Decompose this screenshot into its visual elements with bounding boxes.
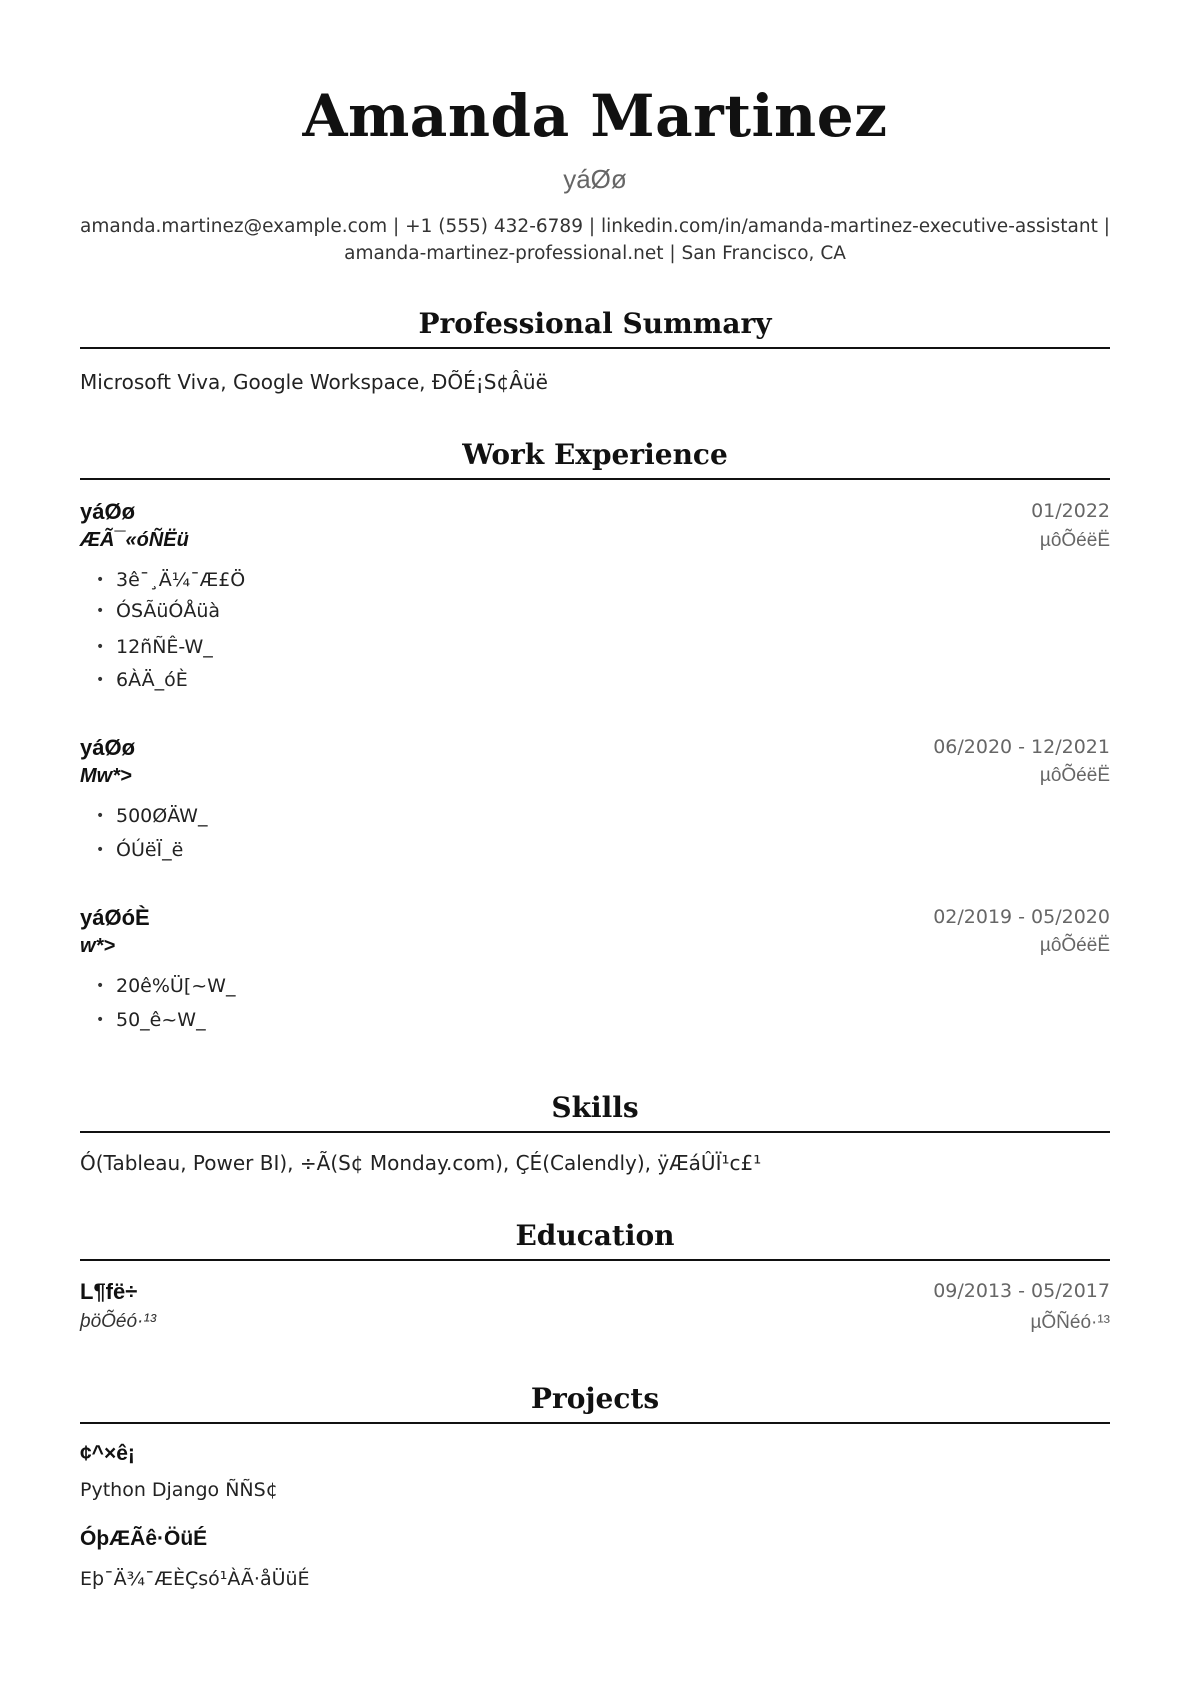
skills-heading: Skills (551, 1091, 639, 1124)
summary-text: Microsoft Viva, Google Workspace, ÐÕÉ¡S¢Âüë (80, 370, 548, 394)
job-bullet: • 3ê¯¸Ä¼¯Æ£Ö (96, 569, 245, 591)
job-title: yáØø (80, 735, 136, 760)
education-location: µÕÑéó·¹³ (1030, 1312, 1110, 1333)
project-description: Python Django ÑÑS¢ (80, 1479, 278, 1501)
experience-heading: Work Experience (462, 438, 728, 471)
job-bullet: • 12ñÑÊ-W_ (96, 636, 213, 658)
projects-divider (80, 1422, 1110, 1424)
job-location: µôÕéëË (1039, 530, 1110, 551)
project-description: Eþ¯Ä¾¯ÆÈÇsó¹ÀÃ·åÜüÉ (80, 1568, 310, 1590)
job-company: w*> (80, 935, 116, 957)
job-company: Mw*> (80, 765, 132, 787)
job-date: 02/2019 - 05/2020 (933, 906, 1110, 928)
candidate-name: Amanda Martinez (302, 82, 888, 150)
candidate-title: yáØø (563, 164, 627, 194)
job-bullet: • 50_ê~W_ (96, 1009, 206, 1031)
job-bullet: • 6ÀÄ_óÈ (96, 669, 188, 691)
experience-divider (80, 478, 1110, 480)
project-name: ÓþÆÃê·ÖüÉ (80, 1527, 208, 1550)
skills-divider (80, 1131, 1110, 1133)
job-location: µôÕéëË (1039, 935, 1110, 956)
job-date: 01/2022 (1031, 500, 1110, 522)
contact-line-1: amanda.martinez@example.com | +1 (555) 432-6789 | linkedin.com/in/amanda-martinez-executive-assistant | (80, 216, 1110, 237)
project-name: ¢^×ê¡ (80, 1442, 135, 1465)
projects-heading: Projects (530, 1382, 660, 1415)
contact-info (70, 213, 1120, 267)
job-bullet: • 500ØÄW_ (96, 805, 207, 827)
school-name: L¶fë÷ (80, 1279, 138, 1304)
summary-divider (80, 347, 1110, 349)
job-location: µôÕéëË (1039, 765, 1110, 786)
contact-line-2: amanda-martinez-professional.net | San Francisco, CA (344, 243, 846, 264)
job-title: yáØø (80, 499, 136, 524)
education-date: 09/2013 - 05/2017 (933, 1280, 1110, 1302)
job-bullet: • 20ê%Ü[~W_ (96, 975, 235, 997)
education-heading: Education (515, 1219, 675, 1252)
job-bullet: • ÓSÃüÓÅüà (96, 600, 220, 622)
job-date: 06/2020 - 12/2021 (933, 736, 1110, 758)
education-degree: þöÕéó·¹³ (80, 1311, 157, 1332)
skills-text: Ó(Tableau, Power BI), ÷Ã(S¢ Monday.com), ÇÉ(Calendly), ÿÆáÛÏ¹c£¹ (80, 1151, 762, 1175)
job-bullet: • ÓÚëÏ_ë (96, 839, 183, 861)
job-company: ÆÃ¯«óÑËü (80, 529, 189, 551)
summary-heading: Professional Summary (418, 307, 772, 340)
education-divider (80, 1259, 1110, 1261)
job-title: yáØóÈ (80, 905, 150, 930)
